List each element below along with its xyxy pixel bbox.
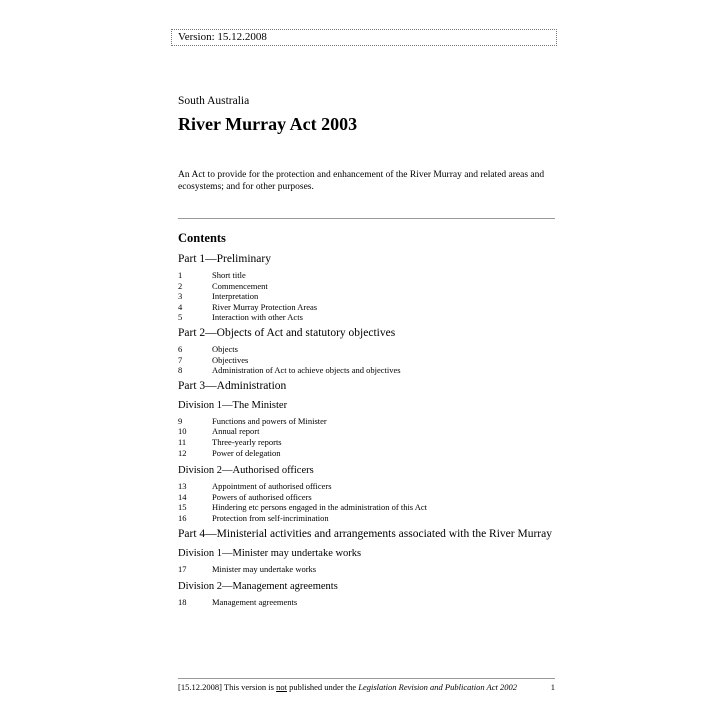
footer-text-a: This version is [223, 682, 274, 692]
jurisdiction: South Australia [178, 95, 250, 107]
toc-entry-title: Powers of authorised officers [212, 491, 312, 502]
toc-entry[interactable] [178, 302, 558, 313]
footer-act-ref: Legislation Revision and Publication Act 2002 [358, 682, 517, 692]
toc-entry-number: 18 [178, 597, 187, 608]
footer-date: [15.12.2008] [178, 682, 222, 692]
toc-entry[interactable] [178, 416, 558, 427]
toc-entry[interactable] [178, 270, 558, 281]
contents-heading: Contents [178, 231, 226, 245]
toc-division[interactable]: Division 1—Minister may undertake works [178, 547, 362, 559]
toc-list [178, 564, 558, 575]
toc-entry[interactable] [178, 312, 558, 323]
toc-list [178, 270, 558, 323]
toc-entry-number: 17 [178, 563, 187, 574]
act-title: River Murray Act 2003 [178, 114, 358, 134]
toc-entry-number: 8 [178, 365, 183, 376]
toc-entry[interactable] [178, 492, 558, 503]
toc-entry[interactable] [178, 426, 558, 437]
toc-entry-number: 3 [178, 291, 183, 302]
toc-entry-title: Protection from self-incrimination [212, 512, 329, 523]
toc-entry-title: Functions and powers of Minister [212, 415, 327, 426]
toc-part-4[interactable]: Part 4—Ministerial activities and arrangements associated with the River Murray [178, 527, 552, 540]
table-of-contents [178, 249, 558, 608]
toc-entry-number: 5 [178, 312, 183, 323]
toc-entry-number: 11 [178, 436, 187, 447]
toc-division[interactable]: Division 2—Authorised officers [178, 465, 314, 477]
toc-entry-title: Three-yearly reports [212, 436, 282, 447]
toc-entry[interactable] [178, 597, 558, 608]
toc-entry-number: 15 [178, 502, 187, 513]
toc-entry-title: Short title [212, 270, 246, 280]
toc-list [178, 416, 558, 458]
toc-entry[interactable] [178, 448, 558, 459]
toc-entry[interactable] [178, 564, 558, 575]
toc-entry[interactable] [178, 502, 558, 513]
toc-entry-title: Objectives [212, 354, 249, 365]
toc-entry[interactable] [178, 291, 558, 302]
toc-entry-title: Interaction with other Acts [212, 312, 303, 323]
toc-entry-title: River Murray Protection Areas [212, 301, 318, 312]
toc-entry-number: 2 [178, 280, 183, 291]
toc-entry-title: Minister may undertake works [212, 563, 317, 574]
toc-entry-title: Annual report [212, 426, 260, 437]
toc-entry[interactable] [178, 513, 558, 524]
footer-text-b: published under the [289, 682, 357, 692]
toc-part-3[interactable]: Part 3—Administration [178, 379, 287, 392]
toc-entry-title: Administration of Act to achieve objects and objectives [212, 365, 401, 376]
toc-entry-number: 1 [178, 270, 183, 280]
toc-entry[interactable] [178, 281, 558, 292]
footer-divider [178, 678, 555, 679]
toc-entry-title: Management agreements [212, 597, 298, 608]
toc-entry-number: 9 [178, 415, 183, 426]
toc-division[interactable]: Division 1—The Minister [178, 399, 288, 411]
footer-not: not [276, 682, 287, 692]
toc-entry-title: Power of delegation [212, 447, 281, 458]
toc-entry-title: Hindering etc persons engaged in the administration of this Act [212, 502, 428, 513]
toc-entry[interactable] [178, 481, 558, 492]
toc-part-2[interactable]: Part 2—Objects of Act and statutory objectives [178, 326, 396, 339]
toc-part-1[interactable]: Part 1—Preliminary [178, 253, 271, 265]
footer-text [178, 682, 517, 692]
toc-entry-number: 14 [178, 491, 187, 502]
toc-entry-title: Appointment of authorised officers [212, 481, 332, 492]
toc-list [178, 481, 558, 523]
long-title: An Act to provide for the protection and enhancement of the River Murray and related areas and ecosystems; and for other purposes. [178, 170, 545, 192]
toc-entry[interactable] [178, 344, 558, 355]
toc-entry-title: Interpretation [212, 291, 259, 302]
toc-entry[interactable] [178, 365, 558, 376]
divider [178, 218, 555, 219]
toc-entry-number: 4 [178, 301, 183, 312]
toc-list [178, 597, 558, 608]
toc-entry-title: Objects [212, 343, 238, 354]
toc-entry-number: 13 [178, 481, 187, 492]
toc-entry-number: 10 [178, 426, 187, 437]
toc-division[interactable]: Division 2—Management agreements [178, 581, 338, 593]
version-label: Version: 15.12.2008 [171, 29, 557, 46]
page-number: 1 [550, 682, 555, 692]
toc-entry[interactable] [178, 355, 558, 366]
toc-entry-number: 16 [178, 512, 187, 523]
toc-list [178, 344, 558, 376]
toc-entry-number: 6 [178, 343, 183, 354]
toc-entry-number: 12 [178, 447, 187, 458]
toc-entry-title: Commencement [212, 280, 268, 291]
toc-entry[interactable] [178, 437, 558, 448]
toc-entry-number: 7 [178, 354, 183, 365]
page-footer [178, 682, 555, 692]
